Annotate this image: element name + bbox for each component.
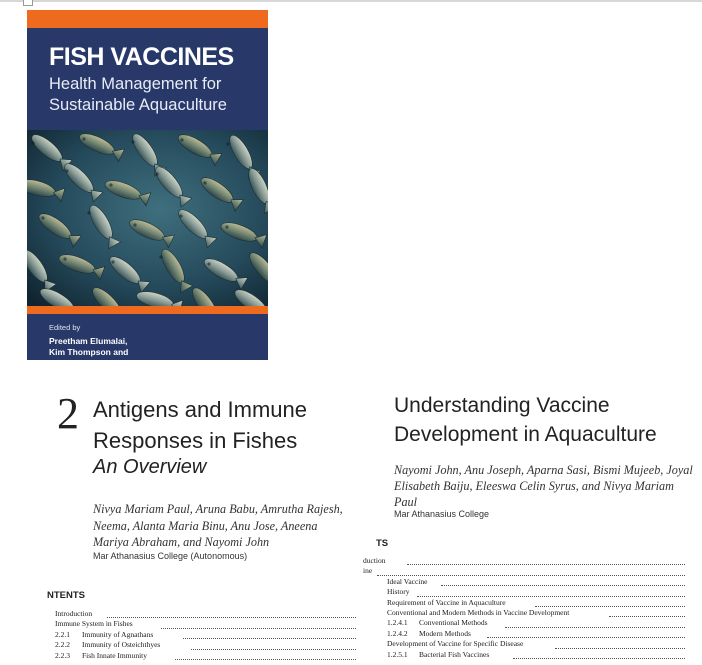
toc-leader [609,616,685,617]
cover-editors [49,336,264,358]
toc-entry-text: Conventional Methods [419,618,488,628]
table-of-contents [363,556,685,660]
toc-leader [107,617,356,618]
chapter-affiliation: Mar Athanasius College (Autonomous) [93,551,248,561]
toc-entry-text: duction [363,556,386,565]
toc-entry-number: 1.2.4.2 [387,628,408,638]
cover-top-band [27,10,268,28]
toc-entry-text: Requirement of Vaccine in Aquaculture [387,597,506,607]
toc-entry-text: Ideal Vaccine [387,576,428,586]
chapter-title: Antigens and Immune Responses in Fishes [93,397,308,453]
toc-entry [363,608,685,618]
toc-leader [175,659,356,660]
toc-entry [363,618,685,628]
cover-editor: Kim Thompson and [49,347,129,357]
toc-entry [55,640,356,650]
toc-leader [535,606,685,607]
toc-entry [55,651,356,661]
table-of-contents [55,609,356,661]
chapter-number: 2 [57,389,79,438]
toc-entry [363,577,685,587]
chapter-authors: Nayomi John, Anu Joseph, Aparna Sasi, Bismi Mujeeb, Joyal Elisabeth Baiju, Eleeswa Celin Syrus, and Nivya Mariam Paul [394,463,693,509]
toc-leader [513,658,685,659]
toc-entry-number: 2.2.3 [55,650,70,660]
book-cover [27,10,268,360]
cover-editor: Preetham Elumalai, [49,336,128,346]
toc-entry-text: Immune System in Fishes [55,619,133,629]
toc-leader [407,564,685,565]
chapter-authors: Nivya Mariam Paul, Aruna Babu, Amrutha Rajesh, Neema, Alanta Maria Binu, Anu Jose, Aneena Mariya Abraham, and Nayomi John [93,502,343,549]
toc-entry-text: Development of Vaccine for Specific Disease [387,639,524,649]
toc-leader [191,649,356,650]
toc-entry-text: Immunity of Osteichthyes [82,640,161,650]
chapter-title: Understanding Vaccine Development in Aquaculture [394,394,657,446]
toc-entry-text: Conventional and Modern Methods in Vaccine Development [387,607,570,617]
toc-entry-text: Fish Innate Immunity [82,650,147,660]
toc-entry-number: 1.2.5.1 [387,649,408,659]
cover-edited-by: Edited by [49,323,81,332]
contents-heading: TS [376,538,389,549]
toc-entry [363,629,685,639]
toc-entry-text: ine [363,566,373,576]
toc-entry-text: Modern Methods [419,628,471,638]
cover-title: FISH VACCINES [49,43,234,71]
toc-entry [363,587,685,597]
toc-entry [55,609,356,619]
toc-leader [555,648,685,649]
toc-entry [363,566,685,576]
toc-entry-number: 2.2.2 [55,640,70,650]
toc-leader [183,638,356,639]
toc-entry-text: History [387,587,410,597]
toc-leader [161,628,356,629]
top-border [0,0,702,2]
toc-entry [55,630,356,640]
cover-bottom-band [27,306,268,314]
toc-entry [363,639,685,649]
chapter-subtitle: An Overview [93,456,207,478]
toc-entry-number: 1.2.4.1 [387,618,408,628]
toc-leader [377,575,685,576]
contents-heading: NTENTS [47,590,85,601]
toc-entry [363,556,685,566]
cover-subtitle: Health Management for Sustainable Aquaculture [49,75,227,114]
toc-entry-text: Introduction [55,609,93,618]
toc-entry [363,650,685,660]
toc-leader [505,627,685,628]
toc-leader [417,596,685,597]
toc-leader [441,585,685,586]
toc-leader [487,637,685,638]
toc-entry [55,619,356,629]
fish-school-photo [27,130,268,306]
toc-entry [363,598,685,608]
image-placeholder-icon [23,0,33,6]
toc-entry-text: Immunity of Agnathans [82,629,154,639]
chapter-affiliation: Mar Athanasius College [394,509,490,519]
toc-entry-number: 2.2.1 [55,629,70,639]
toc-entry-text: Bacterial Fish Vaccines [419,649,490,659]
